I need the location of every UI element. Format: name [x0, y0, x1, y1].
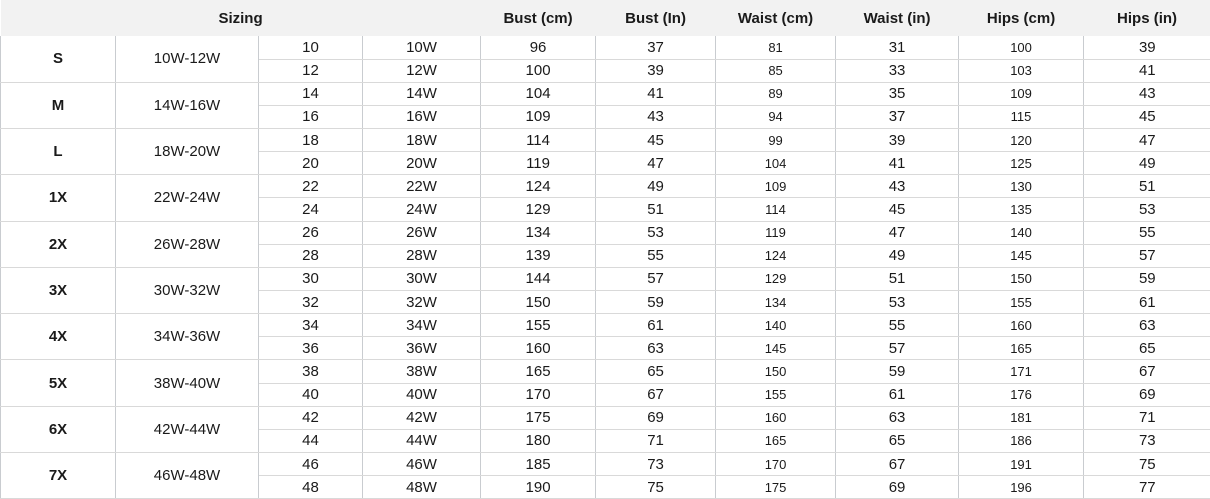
waist-in-cell: 41: [836, 152, 959, 175]
waist-in-cell: 31: [836, 36, 959, 59]
bust-cm-cell: 160: [481, 337, 596, 360]
table-row: [1, 82, 1210, 105]
hips-cm-cell: 181: [959, 406, 1084, 429]
size-range-label: 26W-28W: [116, 221, 259, 267]
waist-in-cell: 53: [836, 291, 959, 314]
hips-cm-cell: 165: [959, 337, 1084, 360]
bust-in-cell: 71: [596, 429, 716, 452]
column-header-sizing: Sizing: [1, 0, 481, 36]
waist-in-cell: 55: [836, 314, 959, 337]
size-range-label: 38W-40W: [116, 360, 259, 406]
hips-cm-cell: 196: [959, 476, 1084, 499]
bust-cm-cell: 185: [481, 453, 596, 476]
size-range-label: 18W-20W: [116, 129, 259, 175]
table-header-row: [1, 0, 1210, 36]
table-row: [1, 267, 1210, 290]
waist-cm-cell: 89: [716, 82, 836, 105]
size-label-cell: 40W: [363, 383, 481, 406]
bust-cm-cell: 144: [481, 267, 596, 290]
size-number-cell: 30: [259, 267, 363, 290]
size-number-cell: 44: [259, 429, 363, 452]
waist-cm-cell: 119: [716, 221, 836, 244]
hips-in-cell: 65: [1084, 337, 1210, 360]
hips-in-cell: 69: [1084, 383, 1210, 406]
size-number-cell: 28: [259, 244, 363, 267]
bust-cm-cell: 124: [481, 175, 596, 198]
hips-in-cell: 57: [1084, 244, 1210, 267]
size-label-cell: 34W: [363, 314, 481, 337]
size-group-label: 7X: [1, 453, 116, 499]
hips-in-cell: 47: [1084, 129, 1210, 152]
waist-in-cell: 49: [836, 244, 959, 267]
waist-in-cell: 35: [836, 82, 959, 105]
size-label-cell: 18W: [363, 129, 481, 152]
size-range-label: 14W-16W: [116, 82, 259, 128]
table-row: [1, 453, 1210, 476]
bust-in-cell: 69: [596, 406, 716, 429]
size-range-label: 10W-12W: [116, 36, 259, 82]
waist-cm-cell: 94: [716, 105, 836, 128]
size-label-cell: 22W: [363, 175, 481, 198]
size-group-label: 6X: [1, 406, 116, 452]
waist-cm-cell: 140: [716, 314, 836, 337]
waist-in-cell: 33: [836, 59, 959, 82]
bust-in-cell: 43: [596, 105, 716, 128]
hips-cm-cell: 100: [959, 36, 1084, 59]
size-number-cell: 10: [259, 36, 363, 59]
bust-cm-cell: 139: [481, 244, 596, 267]
hips-cm-cell: 103: [959, 59, 1084, 82]
bust-in-cell: 47: [596, 152, 716, 175]
waist-cm-cell: 155: [716, 383, 836, 406]
hips-cm-cell: 115: [959, 105, 1084, 128]
waist-cm-cell: 170: [716, 453, 836, 476]
size-label-cell: 32W: [363, 291, 481, 314]
size-label-cell: 30W: [363, 267, 481, 290]
size-label-cell: 36W: [363, 337, 481, 360]
bust-cm-cell: 150: [481, 291, 596, 314]
table-row: [1, 129, 1210, 152]
size-label-cell: 28W: [363, 244, 481, 267]
size-number-cell: 22: [259, 175, 363, 198]
size-number-cell: 20: [259, 152, 363, 175]
size-number-cell: 48: [259, 476, 363, 499]
size-range-label: 34W-36W: [116, 314, 259, 360]
size-label-cell: 20W: [363, 152, 481, 175]
hips-cm-cell: 145: [959, 244, 1084, 267]
hips-in-cell: 73: [1084, 429, 1210, 452]
waist-cm-cell: 175: [716, 476, 836, 499]
hips-in-cell: 61: [1084, 291, 1210, 314]
waist-cm-cell: 129: [716, 267, 836, 290]
sizing-table-body: [1, 36, 1210, 499]
size-number-cell: 18: [259, 129, 363, 152]
bust-cm-cell: 109: [481, 105, 596, 128]
hips-in-cell: 49: [1084, 152, 1210, 175]
bust-in-cell: 61: [596, 314, 716, 337]
hips-cm-cell: 171: [959, 360, 1084, 383]
bust-in-cell: 55: [596, 244, 716, 267]
size-group-label: 3X: [1, 267, 116, 313]
bust-in-cell: 51: [596, 198, 716, 221]
waist-in-cell: 63: [836, 406, 959, 429]
size-group-label: M: [1, 82, 116, 128]
hips-cm-cell: 120: [959, 129, 1084, 152]
column-header-waist-in: Waist (in): [836, 0, 959, 36]
hips-cm-cell: 150: [959, 267, 1084, 290]
hips-in-cell: 59: [1084, 267, 1210, 290]
size-label-cell: 26W: [363, 221, 481, 244]
bust-cm-cell: 134: [481, 221, 596, 244]
waist-cm-cell: 85: [716, 59, 836, 82]
size-label-cell: 38W: [363, 360, 481, 383]
bust-in-cell: 65: [596, 360, 716, 383]
size-number-cell: 26: [259, 221, 363, 244]
size-label-cell: 24W: [363, 198, 481, 221]
size-number-cell: 42: [259, 406, 363, 429]
table-row: [1, 406, 1210, 429]
waist-in-cell: 65: [836, 429, 959, 452]
size-label-cell: 46W: [363, 453, 481, 476]
waist-in-cell: 59: [836, 360, 959, 383]
size-label-cell: 16W: [363, 105, 481, 128]
hips-cm-cell: 135: [959, 198, 1084, 221]
waist-cm-cell: 124: [716, 244, 836, 267]
hips-cm-cell: 160: [959, 314, 1084, 337]
bust-in-cell: 45: [596, 129, 716, 152]
size-label-cell: 14W: [363, 82, 481, 105]
bust-in-cell: 53: [596, 221, 716, 244]
size-number-cell: 40: [259, 383, 363, 406]
waist-in-cell: 39: [836, 129, 959, 152]
hips-in-cell: 51: [1084, 175, 1210, 198]
waist-in-cell: 47: [836, 221, 959, 244]
waist-cm-cell: 150: [716, 360, 836, 383]
size-group-label: 2X: [1, 221, 116, 267]
bust-in-cell: 63: [596, 337, 716, 360]
bust-cm-cell: 190: [481, 476, 596, 499]
waist-cm-cell: 81: [716, 36, 836, 59]
hips-in-cell: 75: [1084, 453, 1210, 476]
bust-in-cell: 73: [596, 453, 716, 476]
waist-cm-cell: 134: [716, 291, 836, 314]
size-range-label: 22W-24W: [116, 175, 259, 221]
waist-in-cell: 51: [836, 267, 959, 290]
column-header-bust-cm: Bust (cm): [481, 0, 596, 36]
bust-cm-cell: 119: [481, 152, 596, 175]
bust-cm-cell: 104: [481, 82, 596, 105]
hips-in-cell: 45: [1084, 105, 1210, 128]
size-number-cell: 16: [259, 105, 363, 128]
bust-in-cell: 41: [596, 82, 716, 105]
bust-cm-cell: 155: [481, 314, 596, 337]
size-label-cell: 44W: [363, 429, 481, 452]
hips-in-cell: 55: [1084, 221, 1210, 244]
column-header-waist-cm: Waist (cm): [716, 0, 836, 36]
waist-in-cell: 61: [836, 383, 959, 406]
hips-cm-cell: 176: [959, 383, 1084, 406]
hips-in-cell: 63: [1084, 314, 1210, 337]
bust-cm-cell: 180: [481, 429, 596, 452]
hips-in-cell: 43: [1084, 82, 1210, 105]
hips-in-cell: 77: [1084, 476, 1210, 499]
waist-cm-cell: 114: [716, 198, 836, 221]
size-number-cell: 34: [259, 314, 363, 337]
hips-cm-cell: 109: [959, 82, 1084, 105]
size-range-label: 42W-44W: [116, 406, 259, 452]
size-group-label: 5X: [1, 360, 116, 406]
size-number-cell: 46: [259, 453, 363, 476]
hips-cm-cell: 125: [959, 152, 1084, 175]
bust-cm-cell: 129: [481, 198, 596, 221]
bust-cm-cell: 165: [481, 360, 596, 383]
size-number-cell: 36: [259, 337, 363, 360]
hips-in-cell: 71: [1084, 406, 1210, 429]
column-header-bust-in: Bust (In): [596, 0, 716, 36]
bust-in-cell: 67: [596, 383, 716, 406]
waist-in-cell: 45: [836, 198, 959, 221]
waist-in-cell: 37: [836, 105, 959, 128]
waist-cm-cell: 160: [716, 406, 836, 429]
bust-cm-cell: 170: [481, 383, 596, 406]
size-group-label: S: [1, 36, 116, 82]
bust-in-cell: 57: [596, 267, 716, 290]
waist-in-cell: 69: [836, 476, 959, 499]
size-number-cell: 32: [259, 291, 363, 314]
table-row: [1, 360, 1210, 383]
size-number-cell: 14: [259, 82, 363, 105]
size-group-label: 1X: [1, 175, 116, 221]
hips-cm-cell: 140: [959, 221, 1084, 244]
column-header-hips-cm: Hips (cm): [959, 0, 1084, 36]
waist-in-cell: 67: [836, 453, 959, 476]
bust-cm-cell: 100: [481, 59, 596, 82]
hips-cm-cell: 155: [959, 291, 1084, 314]
waist-in-cell: 57: [836, 337, 959, 360]
table-row: [1, 36, 1210, 59]
waist-cm-cell: 99: [716, 129, 836, 152]
hips-in-cell: 53: [1084, 198, 1210, 221]
table-row: [1, 314, 1210, 337]
size-number-cell: 24: [259, 198, 363, 221]
bust-cm-cell: 175: [481, 406, 596, 429]
bust-in-cell: 75: [596, 476, 716, 499]
bust-cm-cell: 96: [481, 36, 596, 59]
size-group-label: L: [1, 129, 116, 175]
hips-cm-cell: 191: [959, 453, 1084, 476]
size-label-cell: 42W: [363, 406, 481, 429]
size-label-cell: 48W: [363, 476, 481, 499]
size-label-cell: 12W: [363, 59, 481, 82]
column-header-hips-in: Hips (in): [1084, 0, 1210, 36]
hips-cm-cell: 186: [959, 429, 1084, 452]
hips-cm-cell: 130: [959, 175, 1084, 198]
size-range-label: 30W-32W: [116, 267, 259, 313]
hips-in-cell: 41: [1084, 59, 1210, 82]
bust-in-cell: 39: [596, 59, 716, 82]
bust-in-cell: 49: [596, 175, 716, 198]
size-label-cell: 10W: [363, 36, 481, 59]
size-range-label: 46W-48W: [116, 453, 259, 499]
bust-cm-cell: 114: [481, 129, 596, 152]
table-row: [1, 221, 1210, 244]
hips-in-cell: 39: [1084, 36, 1210, 59]
waist-cm-cell: 109: [716, 175, 836, 198]
hips-in-cell: 67: [1084, 360, 1210, 383]
bust-in-cell: 37: [596, 36, 716, 59]
waist-cm-cell: 165: [716, 429, 836, 452]
waist-in-cell: 43: [836, 175, 959, 198]
size-number-cell: 38: [259, 360, 363, 383]
waist-cm-cell: 104: [716, 152, 836, 175]
size-group-label: 4X: [1, 314, 116, 360]
table-row: [1, 175, 1210, 198]
waist-cm-cell: 145: [716, 337, 836, 360]
bust-in-cell: 59: [596, 291, 716, 314]
size-number-cell: 12: [259, 59, 363, 82]
